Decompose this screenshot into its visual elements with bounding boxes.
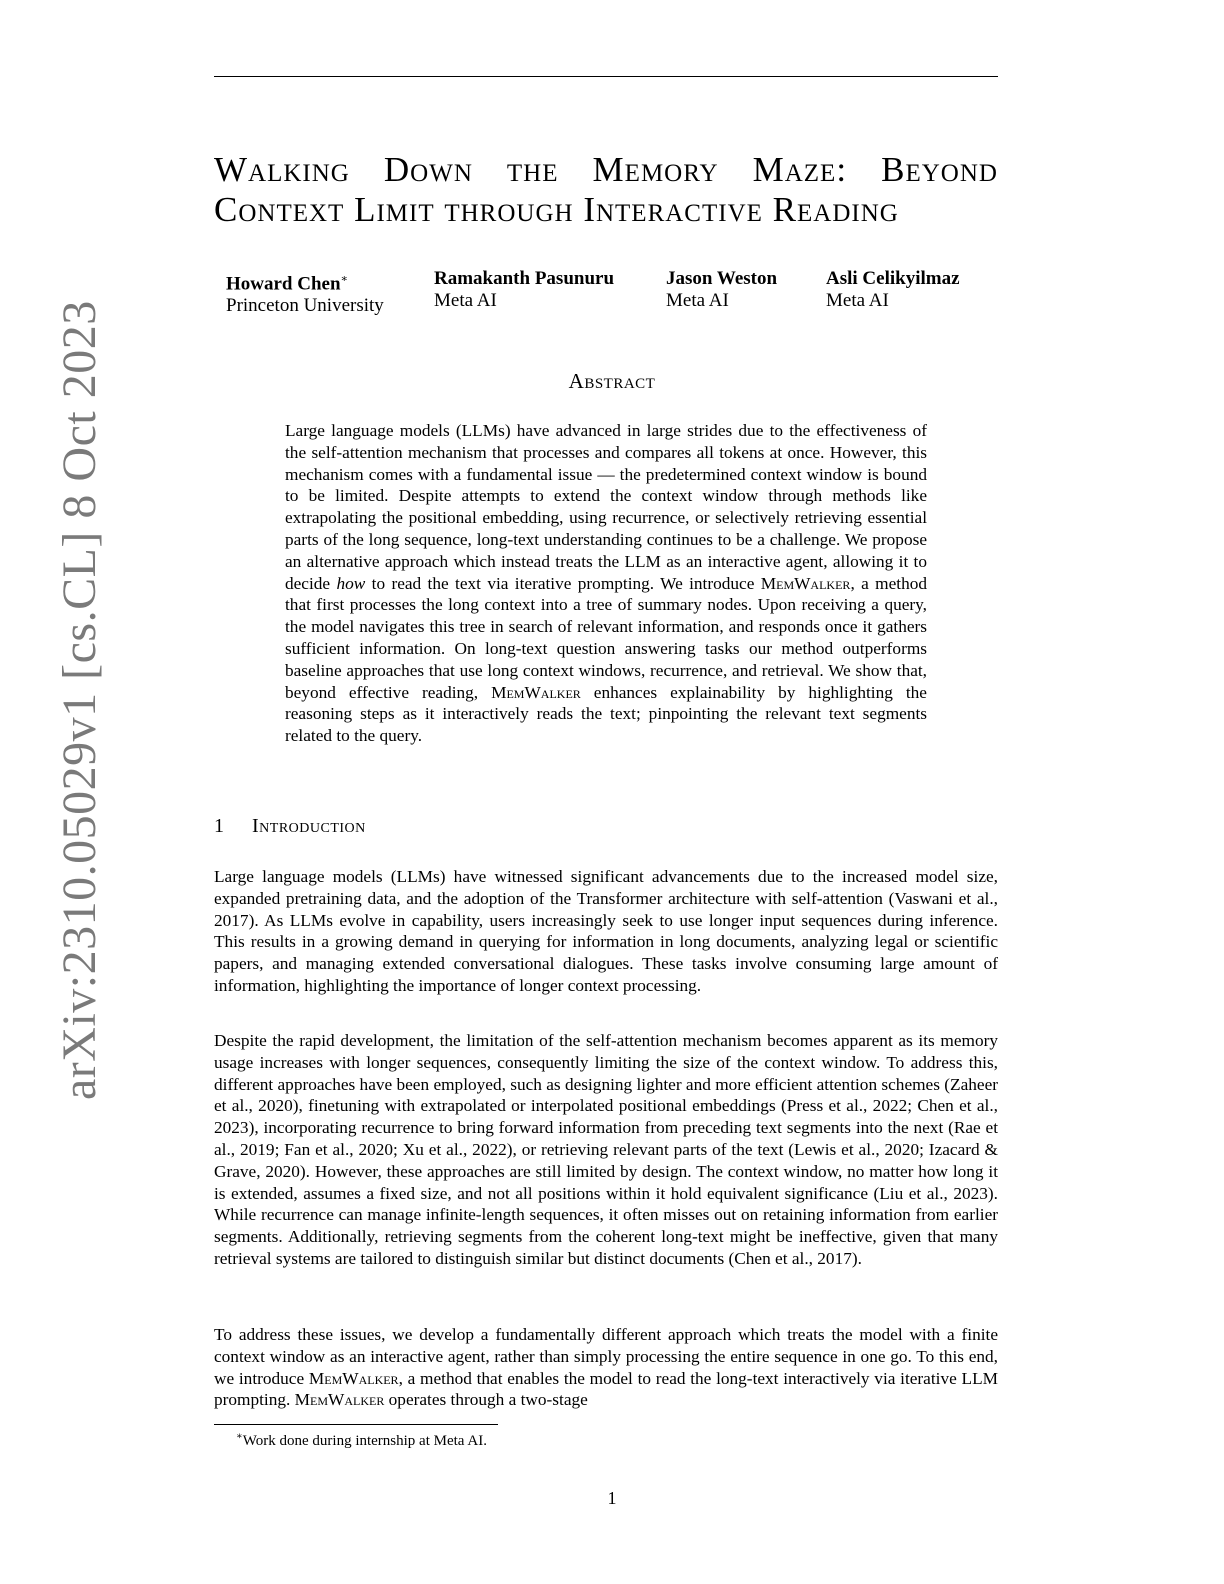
- abstract-text: [285, 420, 927, 747]
- title-word: Maze:: [752, 150, 848, 189]
- title-word: Walking: [214, 150, 350, 189]
- footnote-mark: ∗: [236, 1431, 243, 1442]
- paper-title: [214, 150, 998, 230]
- author-block: [666, 268, 777, 312]
- page-number: 1: [607, 1488, 617, 1508]
- section-number: 1: [214, 815, 224, 837]
- method-name: MemWalker: [491, 682, 581, 702]
- title-line-2: Context Limit through Interactive Reading: [214, 190, 899, 229]
- method-name: MemWalker: [308, 1368, 399, 1388]
- section-heading: [214, 815, 366, 838]
- author-block: [226, 268, 384, 317]
- author-affiliation: Meta AI: [826, 290, 889, 311]
- author-name: Jason Weston: [666, 268, 778, 289]
- arxiv-side-label: arXiv:2310.05029v1 [cs.CL] 8 Oct 2023: [53, 300, 106, 1100]
- author-footnote-mark: ∗: [340, 273, 349, 285]
- method-name: MemWalker: [294, 1390, 385, 1410]
- abstract-heading: Abstract: [568, 369, 656, 393]
- footnote-text: Work done during internship at Meta AI.: [242, 1433, 487, 1449]
- title-line-1: [214, 150, 998, 190]
- intro-paragraph-2: Despite the rapid development, the limitation of the self-attention mechanism becomes apparent as its memory usage increases with longer sequences, consequently limiting the size of the context window. To address this, different approaches have been employed, such as designing lighter and more efficient attention schemes (Zaheer et al., 2020), finetuning with extrapolated or interpolated positional embeddings (Press et al., 2022; Chen et al., 2023), incorporating recurrence to bring forward information from preceding text segments into the next (Rae et al., 2019; Fan et al., 2020; Xu et al., 2022), or retrieving relevant parts of the text (Lewis et al., 2020; Izacard & Grave, 2020). However, these approaches are still limited by design. The context window, no matter how long it is extended, assumes a fixed size, and not all positions within it hold equivalent significance (Liu et al., 2023). While recurrence can manage infinite-length sequences, it often misses out on retaining information from earlier segments. Additionally, retrieving segments from the coherent long-text might be ineffective, given that many retrieval systems are tailored to distinguish similar but distinct documents (Chen et al., 2017).: [214, 1031, 998, 1268]
- author-block: [434, 268, 614, 312]
- author-name: Asli Celikyilmaz: [826, 268, 960, 289]
- title-word: the: [506, 150, 559, 189]
- author-affiliation: Meta AI: [434, 290, 497, 311]
- footnote: [236, 1431, 487, 1450]
- abstract-segment: Large language models (LLMs) have advanced in large strides due to the effectiveness of the self-attention mechanism that processes and compares all tokens at once. However, this mechanism comes with a fundamental issue — the predetermined context window is bound to be limited. Despite attempts to extend the context window through methods like extrapolating the positional embedding, using recurrence, or selectively retrieving essential parts of the long sequence, long-text understanding continues to be a challenge. We propose an alternative approach which instead treats the LLM as an interactive agent, allowing it to decide: [285, 421, 927, 593]
- abstract-emphasis: how: [336, 573, 366, 593]
- section-title: Introduction: [252, 815, 366, 837]
- intro-paragraph-1: Large language models (LLMs) have witnessed significant advancements due to the increased model size, expanded pretraining data, and the adoption of the Transformer architecture with self-attention (Vaswani et al., 2017). As LLMs evolve in capability, users increasingly seek to use longer input sequences during inference. This results in a growing demand in querying for information in long documents, analyzing legal or scientific papers, and managing extended conversational dialogues. These tasks involve consuming large amount of information, highlighting the importance of longer context processing.: [214, 867, 998, 995]
- abstract-segment: to read the text via iterative prompting. We introduce: [365, 573, 761, 593]
- paragraph-segment: , a method that enables the model to read the long-text interactively via iterative LLM prompting.: [214, 1368, 998, 1410]
- title-word: Down: [383, 150, 473, 189]
- intro-paragraph-3: [214, 1324, 998, 1411]
- author-block: [826, 268, 960, 312]
- paragraph-segment: To address these issues, we develop a fundamentally different approach which treats the model with a finite context window as an interactive agent, rather than simply processing the entire sequence in one go. To this end, we introduce: [214, 1325, 998, 1388]
- author-name: Howard Chen: [226, 273, 341, 295]
- author-name: Ramakanth Pasunuru: [434, 268, 615, 289]
- title-word: Beyond: [881, 150, 998, 189]
- footnote-rule: [214, 1424, 498, 1425]
- author-affiliation: Meta AI: [666, 290, 729, 311]
- author-affiliation: Princeton University: [226, 295, 384, 317]
- paragraph-segment: operates through a two-stage: [384, 1390, 588, 1410]
- abstract-segment: , a method that first processes the long context into a tree of summary nodes. Upon receiving a query, the model navigates this tree in search of relevant information, and responds once it gathers sufficient information. On long-text question answering tasks our method outperforms baseline approaches that use long context windows, recurrence, and retrieval. We show that, beyond effective reading,: [285, 573, 927, 702]
- title-word: Memory: [592, 150, 719, 189]
- header-rule: [214, 76, 998, 77]
- abstract-segment: enhances explainability by highlighting the reasoning steps as it interactively reads the text; pinpointing the relevant text segments related to the query.: [285, 682, 927, 746]
- method-name: MemWalker: [760, 573, 851, 593]
